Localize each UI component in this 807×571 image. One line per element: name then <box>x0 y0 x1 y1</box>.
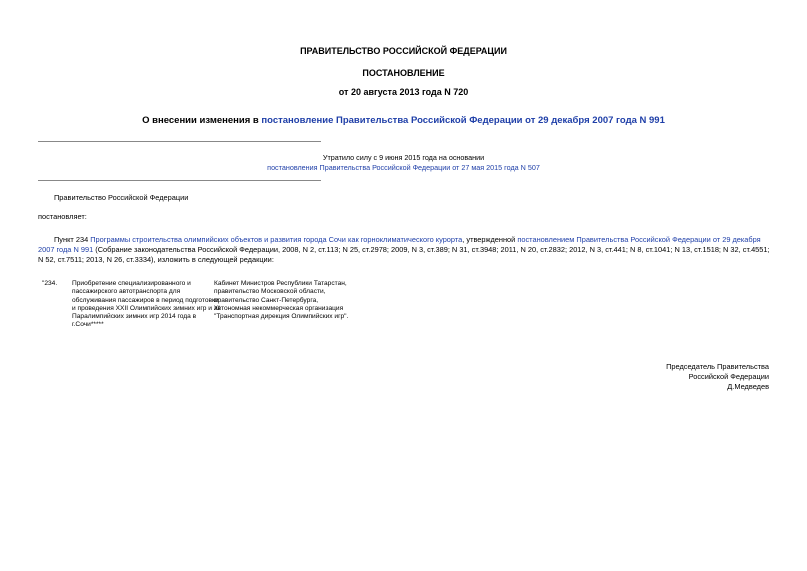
signature-block <box>666 362 769 392</box>
repeal-decree-link[interactable]: постановления Правительства Российской Федерации от 27 мая 2015 года N 507 <box>267 163 540 172</box>
document-type-heading: ПОСТАНОВЛЕНИЕ <box>362 68 445 78</box>
document-subject <box>0 115 807 126</box>
program-link[interactable]: Программы строительства олимпийских объектов и развития города Сочи как горноклиматического курорта <box>90 235 463 244</box>
document-date-number: от 20 августа 2013 года N 720 <box>338 87 469 97</box>
table-row-description: Приобретение специализированного и пассажирского автотранспорта для обслуживания пассажиров в период подготовки и проведения XXII Олимпийских зимних игр и XI Паралимпийских зимних игр 2014 года в г.Сочи***** <box>72 280 220 329</box>
amendment-suffix: (Собрание законодательства Российской Федерации, 2008, N 2, ст.113; N 25, ст.2978; 2009, N 3, ст.389; N 31, ст.3948; 2011, N 20, ст.2832; 2012, N 3, ст.441; N 8, ст.1041; N 13, ст.1518; N 32, ст.4551; N 52, ст.7511; 2013, N 26, ст.3334), изложить в следующей редакции: <box>38 245 770 264</box>
government-paragraph: Правительство Российской Федерации <box>54 193 189 202</box>
issuer-heading: ПРАВИТЕЛЬСТВО РОССИЙСКОЙ ФЕДЕРАЦИИ <box>300 46 507 56</box>
approving-decree-link[interactable]: постановлением Правительства Российской Федерации от 29 декабря 2007 года N 991 <box>38 235 761 254</box>
resolves-paragraph: постановляет: <box>38 212 87 221</box>
repeal-note <box>200 153 607 173</box>
table-row-number: "234. <box>42 280 58 287</box>
amendment-mid: , утвержденной <box>462 235 518 244</box>
subject-prefix: О внесении изменения в <box>142 115 262 126</box>
table-row-organizations: Кабинет Министров Республики Татарстан, правительство Московской области, правительство Санкт-Петербурга, автономная некоммерческая организация "Транспортная дирекция Олимпийских игр". <box>214 280 349 321</box>
signatory-title-line2: Российской Федерации <box>688 372 769 381</box>
amended-decree-link[interactable]: постановление Правительства Российской Федерации от 29 декабря 2007 года N 991 <box>261 115 665 126</box>
repeal-note-text: Утратило силу с 9 июня 2015 года на основании <box>322 153 485 162</box>
item-prefix: Пункт 234 <box>54 235 91 244</box>
amendment-paragraph <box>38 235 770 265</box>
repeal-bottom-divider <box>38 180 321 181</box>
signatory-title-line1: Председатель Правительства <box>666 362 769 371</box>
repeal-top-divider <box>38 141 321 142</box>
signatory-name: Д.Медведев <box>727 382 769 391</box>
